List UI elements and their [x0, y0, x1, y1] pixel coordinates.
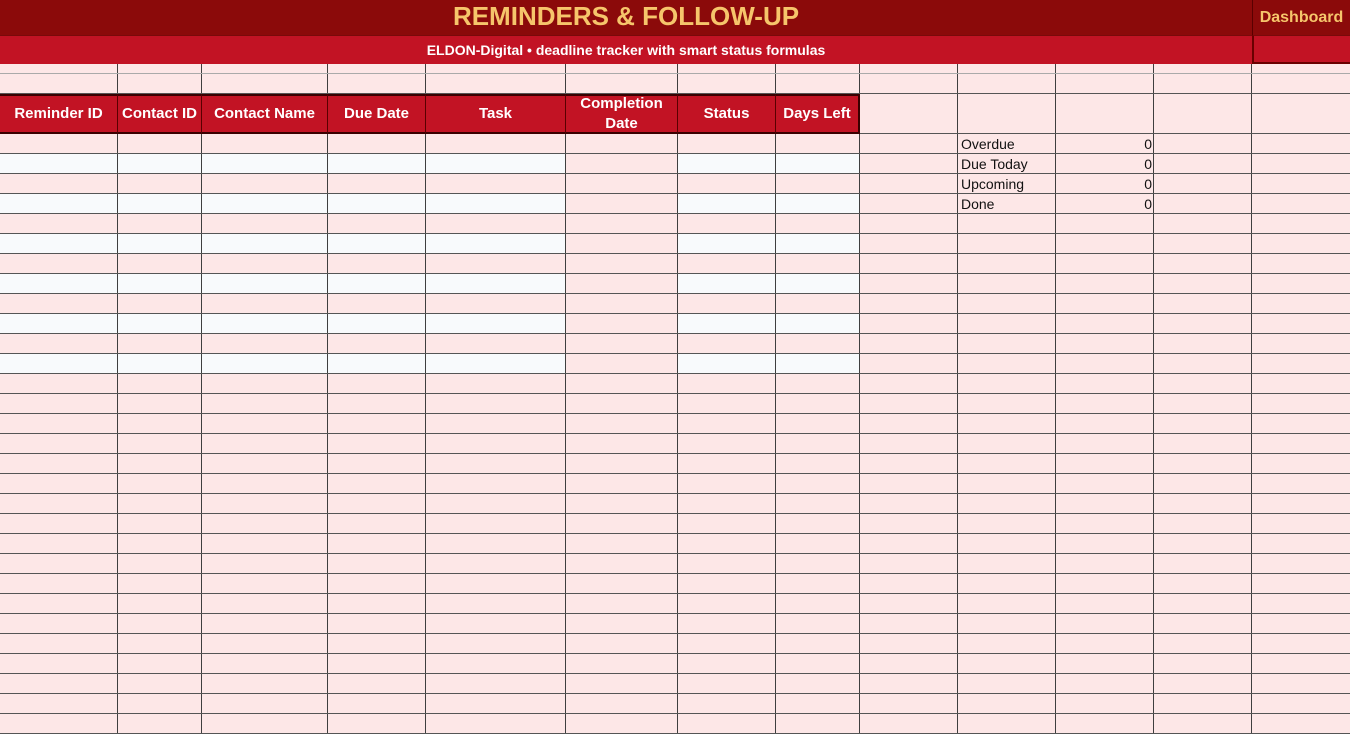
grid-row-line — [0, 253, 1350, 254]
column-header-contact-id[interactable]: Contact ID — [118, 94, 202, 134]
grid-row-line — [0, 333, 1350, 334]
grid-row-line — [0, 473, 1350, 474]
grid-row-line — [0, 353, 1350, 354]
grid-row-line — [0, 313, 1350, 314]
dashboard-cell[interactable] — [1252, 0, 1350, 35]
grid-row-line — [0, 693, 1350, 694]
grid-row-line — [0, 553, 1350, 554]
grid-row-line — [0, 373, 1350, 374]
input-row[interactable] — [0, 314, 860, 334]
input-row[interactable] — [0, 354, 860, 374]
dashboard-link[interactable]: Dashboard — [1259, 9, 1344, 26]
column-header-reminder-id[interactable]: Reminder ID — [0, 94, 118, 134]
page-subtitle: ELDON-Digital • deadline tracker with smart status formulas — [426, 42, 826, 58]
summary-value-done: 0 — [1144, 196, 1152, 212]
grid-row-line — [0, 593, 1350, 594]
grid-row-line — [0, 273, 1350, 274]
page-title: REMINDERS & FOLLOW-UP — [452, 1, 800, 31]
subtitle-right-cell — [1252, 35, 1350, 64]
grid-row-line — [0, 613, 1350, 614]
input-row[interactable] — [0, 274, 860, 294]
grid-row-line — [0, 573, 1350, 574]
grid-row-line — [0, 233, 1350, 234]
grid-row-line — [0, 533, 1350, 534]
input-row[interactable] — [0, 234, 860, 254]
grid-row-line — [0, 413, 1350, 414]
grid-row-line — [0, 513, 1350, 514]
grid-row-line — [0, 453, 1350, 454]
column-header-contact-name[interactable]: Contact Name — [202, 94, 328, 134]
grid-row-line — [0, 653, 1350, 654]
grid-row-line — [0, 493, 1350, 494]
grid-row-line — [0, 633, 1350, 634]
grid-row-line — [0, 433, 1350, 434]
grid-row-line — [0, 73, 1350, 74]
summary-value-due-today: 0 — [1144, 156, 1152, 172]
summary-label-overdue: Overdue — [961, 136, 1015, 152]
summary-label-due-today: Due Today — [961, 156, 1028, 172]
grid-row-line — [0, 393, 1350, 394]
column-header-days-left[interactable]: Days Left — [776, 94, 860, 134]
grid-row-line — [0, 713, 1350, 714]
column-header-completion-date[interactable]: Completion Date — [566, 94, 678, 134]
summary-label-done: Done — [961, 196, 995, 212]
column-header-due-date[interactable]: Due Date — [328, 94, 426, 134]
input-row[interactable] — [0, 154, 860, 174]
summary-label-upcoming: Upcoming — [961, 176, 1025, 192]
input-row[interactable] — [0, 194, 860, 214]
summary-value-upcoming: 0 — [1144, 176, 1152, 192]
summary-value-overdue: 0 — [1144, 136, 1152, 152]
table-header — [0, 94, 860, 134]
column-header-task[interactable]: Task — [426, 94, 566, 134]
grid-row-line — [0, 293, 1350, 294]
grid-row-line — [0, 673, 1350, 674]
column-header-status[interactable]: Status — [678, 94, 776, 134]
